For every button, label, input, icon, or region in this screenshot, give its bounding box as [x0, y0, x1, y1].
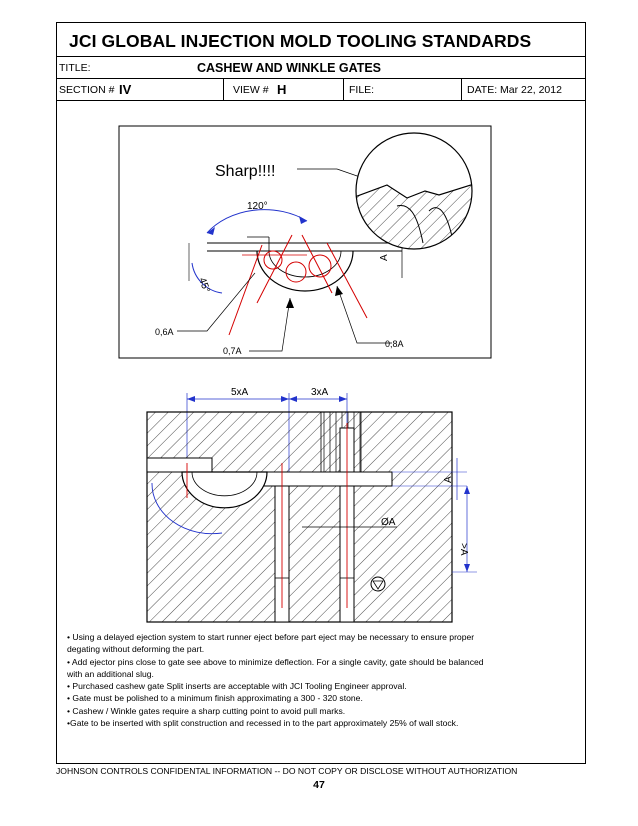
dim-3xa-label: 3xA — [311, 387, 329, 398]
gate-drawings — [57, 103, 585, 633]
note-line: •Gate to be inserted with split construction and recessed in to the part approximately 25% of wall stock. — [67, 718, 459, 729]
bottom-figure — [147, 393, 477, 622]
main-title: JCI GLOBAL INJECTION MOLD TOOLING STANDARDS — [57, 23, 585, 57]
view-value: H — [277, 82, 287, 97]
title-row — [57, 57, 585, 79]
dim-5xa-label: 5xA — [231, 387, 249, 398]
title-value: CASHEW AND WINKLE GATES — [197, 61, 382, 75]
note-line: • Add ejector pins close to gate see above to minimize deflection. For a single cavity, gate should be balanced — [67, 656, 484, 667]
angle-45-label: 45° — [196, 276, 212, 295]
angle-120-label: 120° — [247, 201, 268, 212]
divider — [343, 79, 344, 100]
standards-sheet — [56, 22, 586, 764]
dim-a-bottom-label: A — [443, 476, 454, 483]
top-figure — [119, 126, 491, 358]
section-label: SECTION # — [59, 84, 115, 96]
notes-list — [67, 631, 577, 729]
section-value: IV — [119, 82, 132, 97]
sharp-callout: Sharp!!!! — [215, 163, 276, 180]
divider — [223, 79, 224, 100]
dim-dia-a-label: ØA — [381, 517, 396, 528]
divider — [461, 79, 462, 100]
dim-07a-label: 0,7A — [223, 346, 242, 356]
date-label: DATE: Mar 22, 2012 — [467, 84, 562, 96]
confidential-footer: JOHNSON CONTROLS CONFIDENTAL INFORMATION -- DO NOT COPY OR DISCLOSE WITHOUT AUTHORIZATION — [56, 766, 518, 776]
dim-08a-label: 0,8A — [385, 339, 404, 349]
section-row — [57, 79, 585, 101]
note-line: • Using a delayed ejection system to start runner eject before part eject may be necessary to ensure proper — [67, 632, 475, 642]
dim-gt-a-label: >A — [458, 543, 469, 556]
note-line: with an additional slug. — [67, 668, 154, 679]
note-line: • Purchased cashew gate Split inserts are acceptable with JCI Tooling Engineer approval. — [67, 681, 407, 692]
file-label: FILE: — [349, 84, 375, 96]
note-line: degating without deforming the part. — [67, 644, 205, 655]
view-label: VIEW # — [233, 84, 269, 96]
dim-a-top-label: A — [379, 254, 390, 261]
title-label: TITLE: — [59, 62, 91, 74]
note-line: • Gate must be polished to a minimum finish approximating a 300 - 320 stone. — [67, 693, 363, 704]
note-line: • Cashew / Winkle gates require a sharp cutting point to avoid pull marks. — [67, 705, 346, 716]
page-number: 47 — [313, 779, 325, 791]
dim-06a-label: 0,6A — [155, 327, 174, 337]
